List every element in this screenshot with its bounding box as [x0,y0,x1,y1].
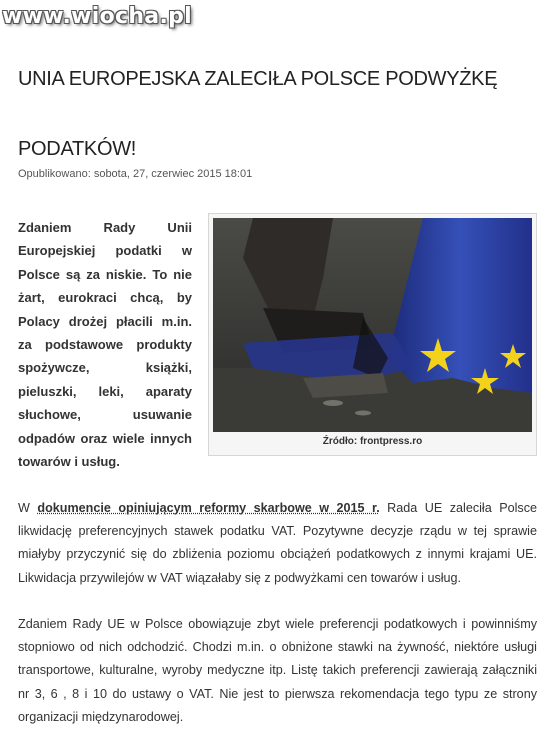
article-lead: Zdaniem Rady Unii Europejskiej podatki w Polsce są za niskie. To nie żart, eurokraci chcą, by Polacy drożej płacili m.in. za podstawowe produkty spożywcze, książki, pieluszki, leki, aparaty słuchowe, usuwanie odpadów oraz wiele innych towarów i usług. [18,220,192,470]
article-paragraph-1 [18,497,537,590]
article-image-box [208,213,537,456]
article-paragraph-2: Zdaniem Rady UE w Polsce obowiązuje zbyt wiele preferencji podatkowych i powinniśmy stopniowo od nich odchodzić. Chodzi m.in. o obniżone stawki na żywność, niektóre usługi transportowe, kulturalne, wyroby medyczne itp. Listę takich preferencji zawierają załączniki nr 3, 6 , 8 i 10 do ustawy o VAT. Nie jest to pierwsza rekomendacja tego typu ze strony organizacji międzynarodowej. [18,617,537,724]
eu-flag-photo [213,218,532,432]
image-caption: Źródło: frontpress.ro [322,436,423,447]
paragraph-1-prefix: W [18,501,38,515]
paragraph-1-text: Rada UE zaleciła Polsce likwidację preferencyjnych stawek podatku VAT. Pozytywne decyzje rządu w tej sprawie miałyby przyczynić się do zbliżenia poziomu obciążeń podatkowych z innymi krajami UE. Likwidacja przywilejów w VAT wiązałaby się z podwyżkami cen towarów i usług. [18,501,538,585]
document-link[interactable]: dokumencie opiniującym reformy skarbowe w 2015 r. [37,501,380,515]
article-title: UNIA EUROPEJSKA ZALECIŁA POLSCE PODWYŻKĘ PODATKÓW! [18,68,498,160]
publish-date: Opublikowano: sobota, 27, czerwiec 2015 18:01 [18,168,253,180]
site-watermark: www.wiocha.pl [2,4,192,29]
